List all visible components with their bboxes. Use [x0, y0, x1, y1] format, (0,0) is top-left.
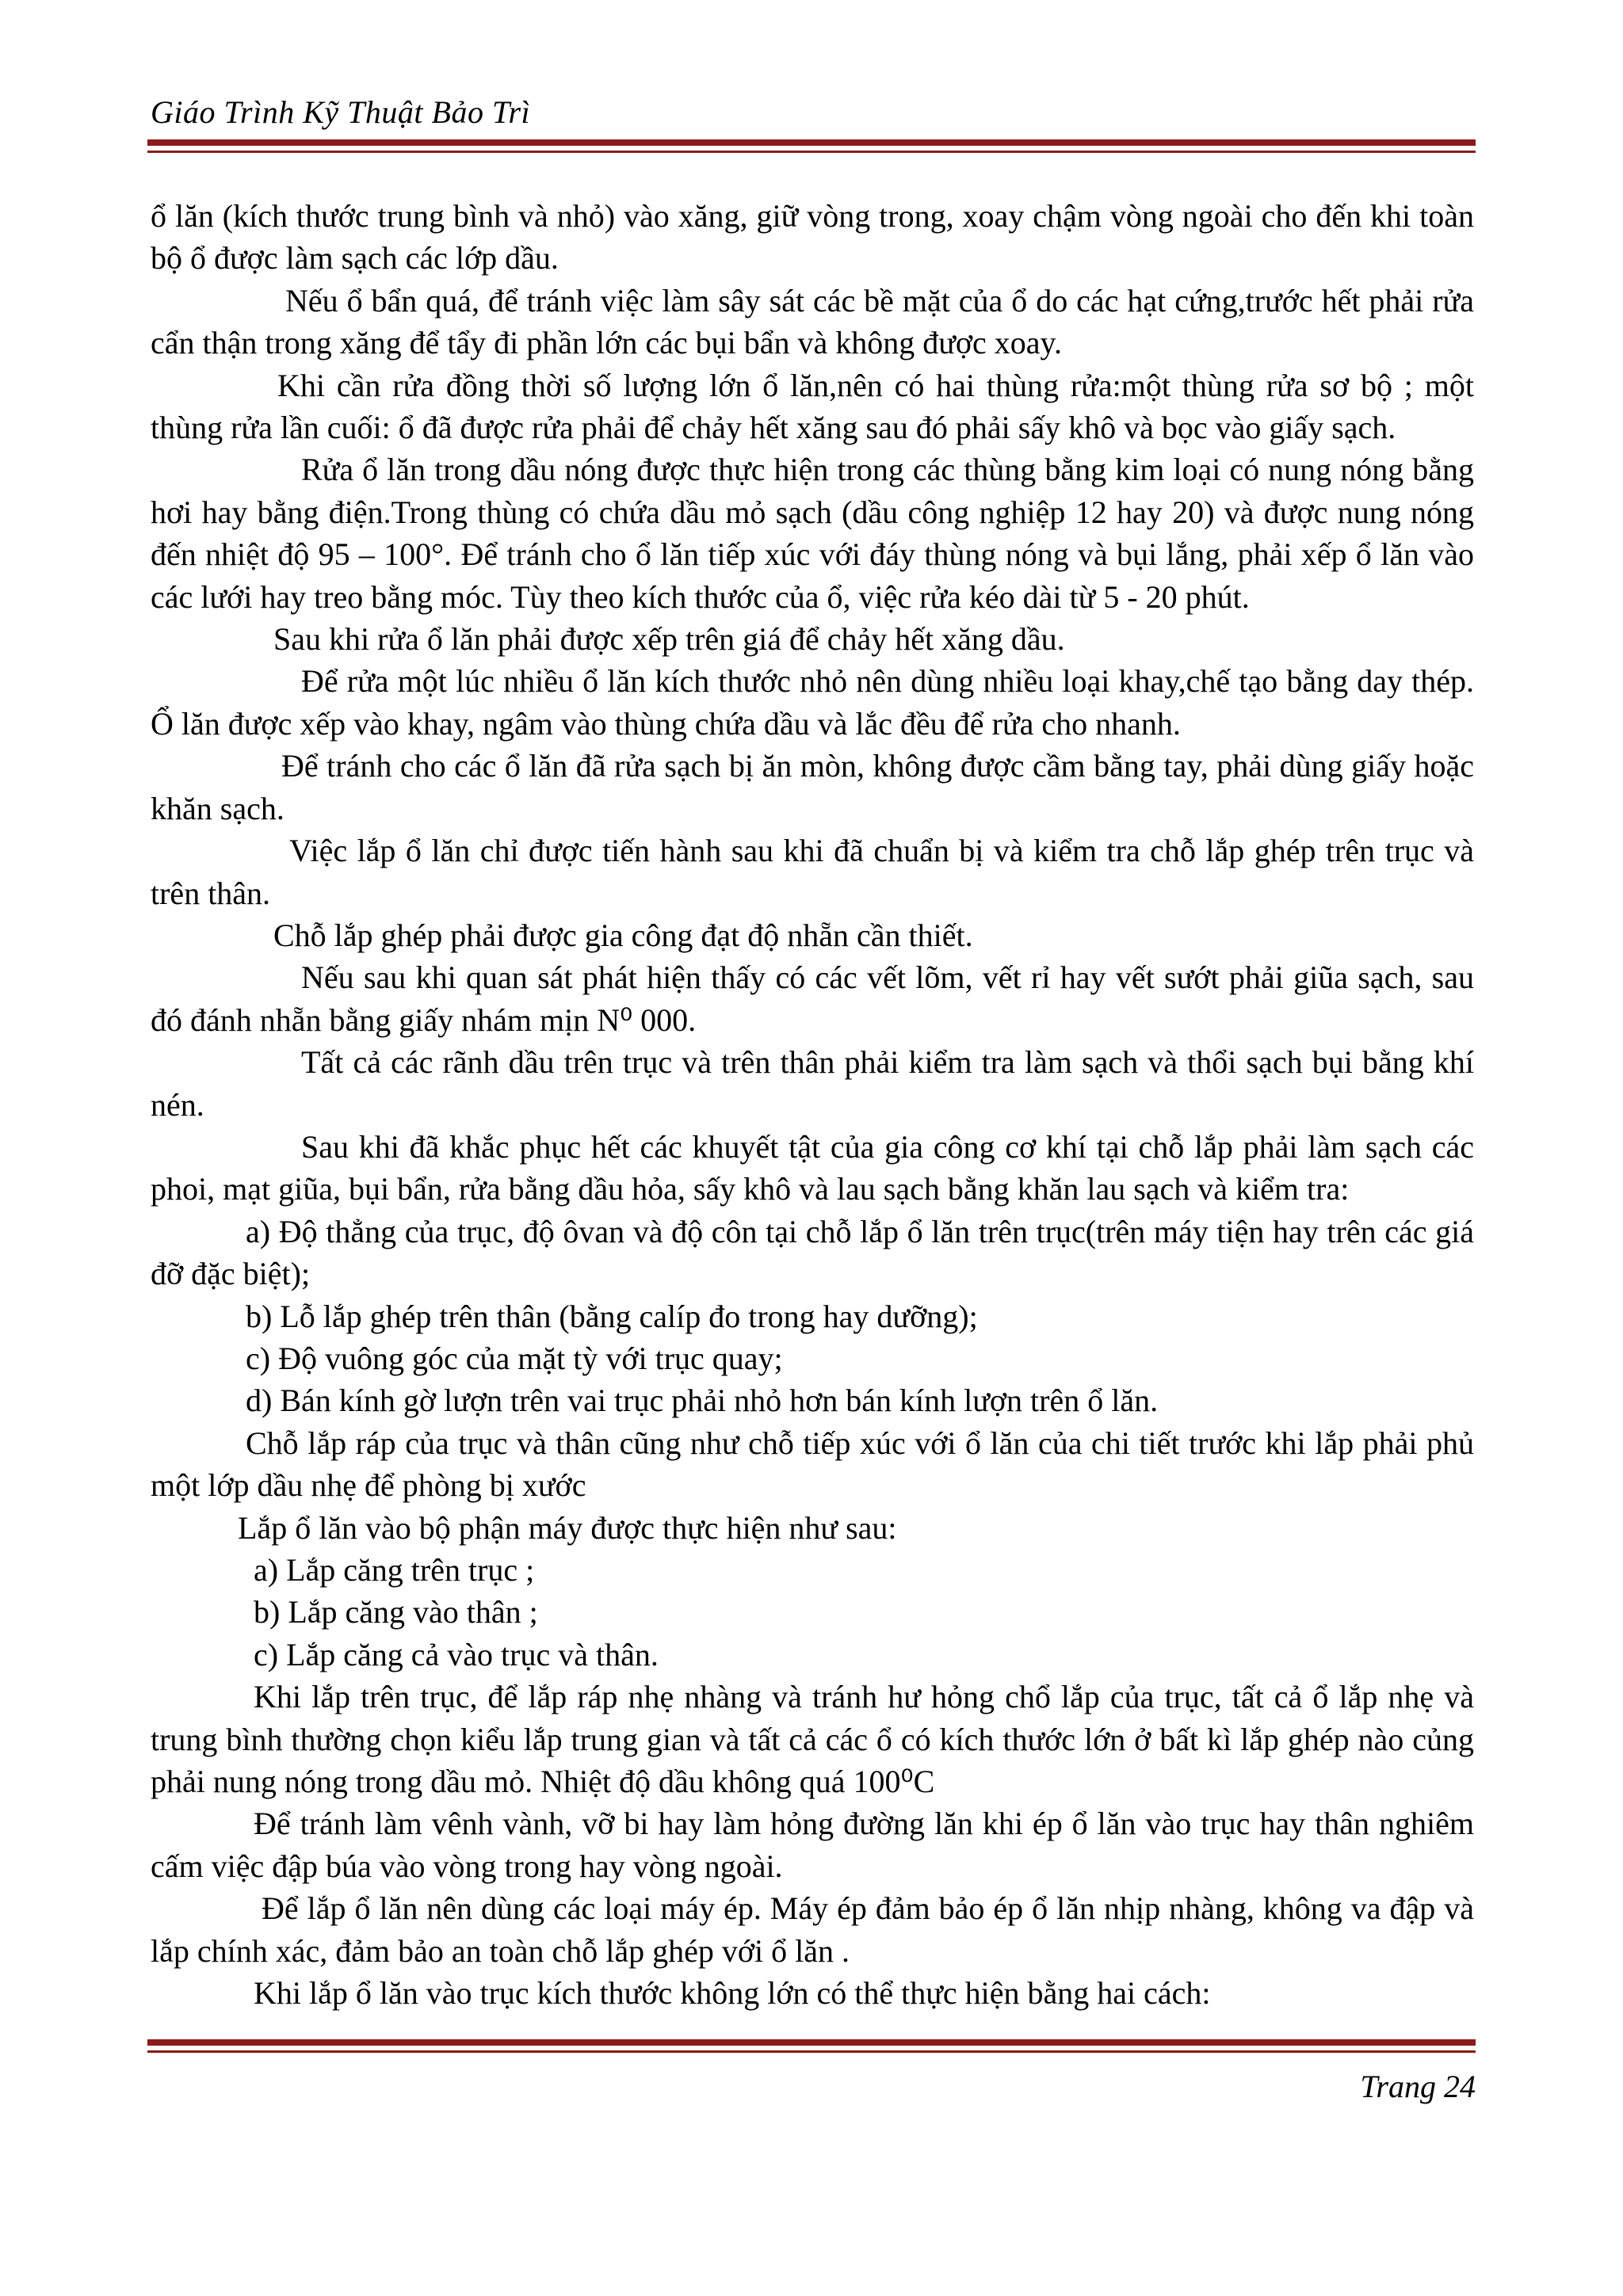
body-text — [151, 195, 1474, 2014]
paragraph: Rửa ổ lăn trong dầu nóng được thực hiện trong các thùng bằng kim loại có nung nóng bằng hơi hay bằng điện.Trong thùng có chứa dầu mỏ sạch (dầu công nghiệp 12 hay 20) và được nung nóng đến nhiệt độ 95 – 100°. Để tránh cho ổ lăn tiếp xúc với đáy thùng nóng và bụi lắng, phải xếp ổ lăn vào các lưới hay treo bằng móc. Tùy theo kích thước của ổ, việc rửa kéo dài từ 5 - 20 phút. — [151, 452, 1474, 615]
paragraph: c) Độ vuông góc của mặt tỳ với trục quay; — [246, 1340, 783, 1376]
footer-rule-thick — [147, 2039, 1476, 2046]
header-rule-thin — [147, 151, 1476, 153]
paragraph: Để tránh làm vênh vành, vỡ bi hay làm hỏng đường lăn khi ép ổ lăn vào trục hay thân nghiêm cấm việc đập búa vào vòng trong hay vòng ngoài. — [151, 1806, 1474, 1884]
paragraph: Tất cả các rãnh dầu trên trục và trên thân phải kiểm tra làm sạch và thổi sạch bụi bằng khí nén. — [151, 1044, 1474, 1123]
page-number: Trang 24 — [1360, 2069, 1476, 2104]
paragraph: Khi lắp ổ lăn vào trục kích thước không lớn có thể thực hiện bằng hai cách: — [254, 1975, 1211, 2012]
paragraph: Khi cần rửa đồng thời số lượng lớn ổ lăn,nên có hai thùng rửa:một thùng rửa sơ bộ ; một thùng rửa lần cuối: ổ đã được rửa phải để chảy hết xăng sau đó phải sấy khô và bọc vào giấy sạch. — [151, 367, 1474, 446]
paragraph: b) Lỗ lắp ghép trên thân (bằng calíp đo trong hay dưỡng); — [246, 1298, 978, 1334]
paragraph: Để lắp ổ lăn nên dùng các loại máy ép. Máy ép đảm bảo ép ổ lăn nhịp nhàng, không va đập và lắp chính xác, đảm bảo an toàn chỗ lắp ghép với ổ lăn . — [151, 1890, 1474, 1969]
paragraph: ổ lăn (kích thước trung bình và nhỏ) vào xăng, giữ vòng trong, xoay chậm vòng ngoài cho đến khi toàn bộ ổ được làm sạch các lớp dầu. — [151, 198, 1474, 277]
paragraph: Nếu sau khi quan sát phát hiện thấy có các vết lõm, vết rỉ hay vết sướt phải giũa sạch, sau đó đánh nhẵn bằng giấy nhám mịn N⁰ 000. — [151, 959, 1474, 1038]
paragraph: Sau khi rửa ổ lăn phải được xếp trên giá để chảy hết xăng dầu. — [273, 621, 1065, 658]
footer-rule-thin — [147, 2050, 1476, 2053]
paragraph: Nếu ổ bẩn quá, để tránh việc làm sây sát các bề mặt của ổ do các hạt cứng,trước hết phải rửa cẩn thận trong xăng để tẩy đi phần lớn các bụi bẩn và không được xoay. — [151, 282, 1474, 361]
paragraph: Để rửa một lúc nhiều ổ lăn kích thước nhỏ nên dùng nhiều loại khay,chế tạo bằng day thép. Ổ lăn được xếp vào khay, ngâm vào thùng chứa dầu và lắc đều để rửa cho nhanh. — [151, 663, 1474, 742]
paragraph: Chỗ lắp ghép phải được gia công đạt độ nhẵn cần thiết. — [273, 917, 973, 953]
paragraph: c) Lắp căng cả vào trục và thân. — [254, 1636, 659, 1672]
paragraph: a) Độ thẳng của trục, độ ôvan và độ côn tại chỗ lắp ổ lăn trên trục(trên máy tiện hay trên các giá đỡ đặc biệt); — [151, 1213, 1474, 1292]
paragraph: d) Bán kính gờ lượn trên vai trục phải nhỏ hơn bán kính lượn trên ổ lăn. — [246, 1383, 1159, 1419]
paragraph: Chỗ lắp ráp của trục và thân cũng như chỗ tiếp xúc với ổ lăn của chi tiết trước khi lắp phải phủ một lớp dầu nhẹ để phòng bị xước — [151, 1425, 1474, 1504]
paragraph: Việc lắp ổ lăn chỉ được tiến hành sau khi đã chuẩn bị và kiểm tra chỗ lắp ghép trên trục và trên thân. — [151, 833, 1474, 911]
paragraph: Để tránh cho các ổ lăn đã rửa sạch bị ăn mòn, không được cầm bằng tay, phải dùng giấy hoặc khăn sạch. — [151, 748, 1474, 826]
paragraph: a) Lắp căng trên trục ; — [254, 1552, 535, 1588]
paragraph: b) Lắp căng vào thân ; — [254, 1594, 538, 1630]
header-rule-thick — [147, 139, 1476, 146]
paragraph: Lắp ổ lăn vào bộ phận máy được thực hiện như sau: — [238, 1509, 897, 1546]
header-title: Giáo Trình Kỹ Thuật Bảo Trì — [151, 94, 531, 130]
paragraph: Sau khi đã khắc phục hết các khuyết tật của gia công cơ khí tại chỗ lắp phải làm sạch các phoi, mạt giũa, bụi bẩn, rửa bằng dầu hỏa, sấy khô và lau sạch bằng khăn lau sạch và kiểm tra: — [151, 1128, 1474, 1207]
paragraph: Khi lắp trên trục, để lắp ráp nhẹ nhàng và tránh hư hỏng chổ lắp của trục, tất cả ổ lắp nhẹ và trung bình thường chọn kiểu lắp trung gian và tất cả các ổ có kích thước lớn ở bất kì lắp ghép nào củng phải nung nóng trong dầu mỏ. Nhiệt độ dầu không quá 100⁰C — [151, 1679, 1474, 1800]
